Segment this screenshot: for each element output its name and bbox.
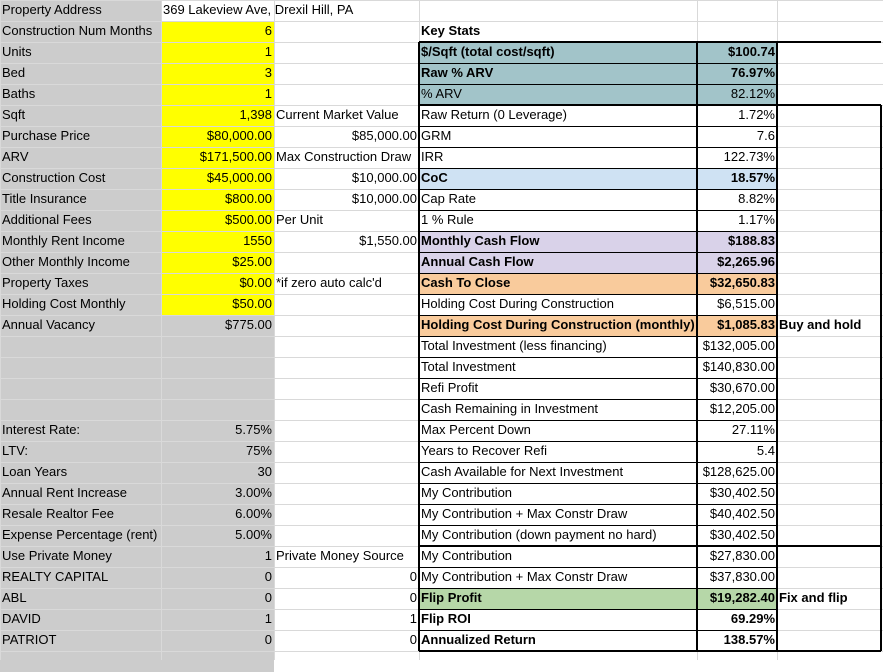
input-label[interactable]: Property Taxes [2,275,89,290]
stat-label[interactable]: My Contribution + Max Constr Draw [421,569,628,584]
per-unit-value[interactable]: $1,550.00 [359,233,417,248]
stat-label[interactable]: Refi Profit [421,380,479,395]
fix-and-flip-label[interactable]: Fix and flip [779,590,848,605]
loan-label[interactable]: Loan Years [2,464,68,479]
loan-value[interactable]: 75% [245,443,272,458]
stat-value[interactable]: $19,282.40 [709,590,775,605]
stat-label[interactable]: My Contribution (down payment no hard) [421,527,657,542]
stat-value[interactable]: $188.83 [728,233,775,248]
stat-label[interactable]: My Contribution [421,548,513,563]
loan-label[interactable]: DAVID [2,611,41,626]
stat-value[interactable]: 1.17% [738,212,775,227]
stat-label[interactable]: Years to Recover Refi [421,443,547,458]
stat-value[interactable]: 27.11% [731,422,775,437]
stat-value[interactable]: $37,830.00 [709,569,775,584]
input-label[interactable]: Units [2,44,32,59]
stat-label[interactable]: $/Sqft (total cost/sqft) [421,44,555,59]
loan-label[interactable]: Annual Rent Increase [2,485,128,500]
current-market-value-label[interactable]: Current Market Value [276,107,399,122]
input-value[interactable]: $800.00 [225,191,272,206]
loan-value[interactable]: 1 [264,611,272,626]
private-money-value[interactable]: 0 [409,569,417,584]
stat-label[interactable]: Cap Rate [421,191,476,206]
input-value[interactable]: 1550 [243,233,272,248]
input-value[interactable]: $80,000.00 [206,128,272,143]
side-note-value[interactable]: $10,000.00 [351,191,417,206]
stat-label[interactable]: IRR [421,149,444,164]
input-value[interactable]: $775.00 [225,317,272,332]
property-address-value[interactable]: 369 Lakeview Ave, Drexil Hill, PA [163,2,354,17]
loan-value[interactable]: 5.00% [235,527,272,542]
stat-value[interactable]: $6,515.00 [717,296,775,311]
input-label[interactable]: ARV [2,149,29,164]
stat-value[interactable]: $30,670.00 [709,380,775,395]
stat-value[interactable]: 1.72% [738,107,775,122]
input-label[interactable]: Monthly Rent Income [2,233,125,248]
loan-label[interactable]: REALTY CAPITAL [2,569,109,584]
input-label[interactable]: Holding Cost Monthly [2,296,126,311]
stat-value[interactable]: 82.12% [730,86,775,101]
private-money-value[interactable]: 1 [409,611,417,626]
stat-label[interactable]: Annual Cash Flow [421,254,534,269]
input-value[interactable]: $500.00 [225,212,272,227]
stat-label[interactable]: Monthly Cash Flow [421,233,540,248]
input-label[interactable]: Bed [2,65,26,80]
private-money-value[interactable]: 0 [409,590,417,605]
stat-value[interactable]: $40,402.50 [709,506,775,521]
input-value[interactable]: $171,500.00 [199,149,272,164]
input-value[interactable]: 6 [264,23,272,38]
stat-label[interactable]: Cash Available for Next Investment [421,464,624,479]
input-label[interactable]: Title Insurance [2,191,87,206]
stat-value[interactable]: $12,205.00 [709,401,775,416]
stat-value[interactable]: 7.6 [756,128,775,143]
loan-label[interactable]: Expense Percentage (rent) [2,527,158,542]
stat-value[interactable]: 122.73% [723,149,775,164]
loan-value[interactable]: 6.00% [235,506,272,521]
input-label[interactable]: Construction Cost [2,170,106,185]
stat-label[interactable]: Flip ROI [421,611,471,626]
stat-label[interactable]: Max Percent Down [421,422,531,437]
input-value[interactable]: 1,398 [239,107,272,122]
loan-label[interactable]: PATRIOT [2,632,57,647]
current-market-value[interactable]: $85,000.00 [351,128,417,143]
stat-value[interactable]: 18.57% [730,170,775,185]
input-label[interactable]: Annual Vacancy [2,317,95,332]
stat-value[interactable]: $100.74 [728,44,775,59]
stat-label[interactable]: Raw % ARV [421,65,494,80]
stat-label[interactable]: Holding Cost During Construction (monthly) [421,317,695,332]
key-stats-title[interactable]: Key Stats [421,23,481,38]
input-value[interactable]: 1 [264,86,272,101]
stat-label[interactable]: Annualized Return [421,632,536,647]
stat-value[interactable]: 138.57% [723,632,775,647]
stat-value[interactable]: 5.4 [756,443,775,458]
loan-label[interactable]: LTV: [2,443,29,458]
stat-label[interactable]: Total Investment (less financing) [421,338,607,353]
stat-label[interactable]: Raw Return (0 Leverage) [421,107,567,122]
loan-value[interactable]: 3.00% [235,485,272,500]
loan-value[interactable]: 1 [264,548,272,563]
stat-value[interactable]: $2,265.96 [717,254,775,269]
stat-value[interactable]: $1,085.83 [717,317,775,332]
loan-label[interactable]: Interest Rate: [2,422,81,437]
property-tax-note[interactable]: *if zero auto calc'd [276,275,382,290]
loan-label[interactable]: ABL [2,590,27,605]
private-money-value[interactable]: 0 [409,632,417,647]
input-label[interactable]: Additional Fees [2,212,92,227]
stat-label[interactable]: Total Investment [421,359,516,374]
stat-label[interactable]: Cash Remaining in Investment [421,401,599,416]
loan-value[interactable]: 5.75% [235,422,272,437]
stat-label[interactable]: Flip Profit [421,590,482,605]
max-construction-draw-label[interactable]: Max Construction Draw [276,149,412,164]
stat-value[interactable]: $128,625.00 [702,464,775,479]
stat-label[interactable]: 1 % Rule [421,212,474,227]
stat-label[interactable]: GRM [421,128,452,143]
stat-label[interactable]: My Contribution [421,485,513,500]
stat-value[interactable]: $30,402.50 [709,527,775,542]
stat-value[interactable]: $140,830.00 [702,359,775,374]
loan-value[interactable]: 0 [264,632,272,647]
stat-value[interactable]: $132,005.00 [702,338,775,353]
input-label[interactable]: Purchase Price [2,128,91,143]
stat-label[interactable]: Cash To Close [421,275,511,290]
loan-label[interactable]: Use Private Money [2,548,112,563]
input-value[interactable]: $25.00 [232,254,272,269]
property-address-label[interactable]: Property Address [2,2,102,17]
max-construction-draw-value[interactable]: $10,000.00 [351,170,417,185]
stat-value[interactable]: 8.82% [738,191,775,206]
input-label[interactable]: Baths [2,86,36,101]
per-unit-label[interactable]: Per Unit [276,212,323,227]
input-value[interactable]: $45,000.00 [206,170,272,185]
stat-label[interactable]: Holding Cost During Construction [421,296,614,311]
input-label[interactable]: Construction Num Months [2,23,153,38]
stat-label[interactable]: % ARV [421,86,462,101]
input-value[interactable]: 3 [264,65,272,80]
stat-value[interactable]: $27,830.00 [709,548,775,563]
stat-value[interactable]: 76.97% [730,65,775,80]
input-value[interactable]: $0.00 [239,275,272,290]
stat-label[interactable]: CoC [421,170,448,185]
stat-value[interactable]: 69.29% [730,611,775,626]
stat-label[interactable]: My Contribution + Max Constr Draw [421,506,628,521]
input-label[interactable]: Sqft [2,107,26,122]
loan-value[interactable]: 0 [264,569,272,584]
loan-value[interactable]: 30 [257,464,272,479]
stat-value[interactable]: $32,650.83 [709,275,775,290]
loan-label[interactable]: Resale Realtor Fee [2,506,114,521]
input-value[interactable]: 1 [264,44,272,59]
stat-value[interactable]: $30,402.50 [709,485,775,500]
loan-value[interactable]: 0 [264,590,272,605]
input-label[interactable]: Other Monthly Income [2,254,130,269]
buy-and-hold-label[interactable]: Buy and hold [779,317,862,332]
private-money-source-label[interactable]: Private Money Source [276,548,404,563]
input-value[interactable]: $50.00 [232,296,272,311]
